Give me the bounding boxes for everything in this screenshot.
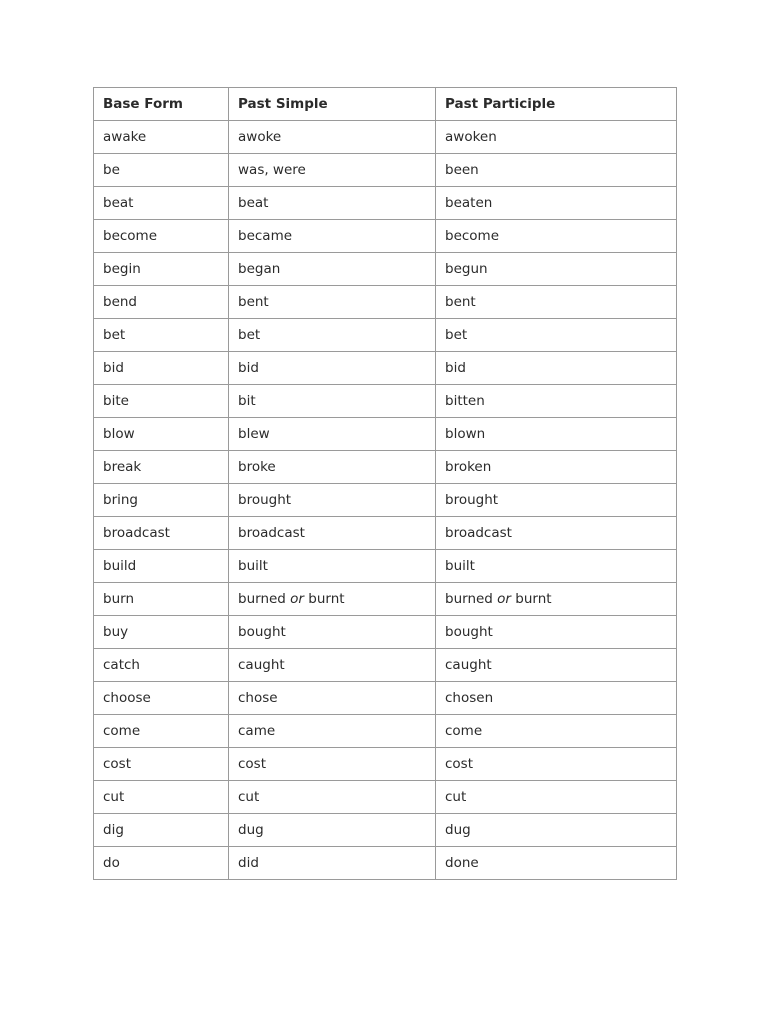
header-past-participle: Past Participle [436,88,677,121]
cell-past-participle: broadcast [436,517,677,550]
cell-base-form: catch [94,649,229,682]
table-body [94,121,677,880]
cell-past-participle: blown [436,418,677,451]
cell-base-form: do [94,847,229,880]
cell-base-form: bring [94,484,229,517]
cell-past-simple: bent [229,286,436,319]
cell-past-simple: awoke [229,121,436,154]
cell-base-form: cost [94,748,229,781]
cell-past-participle: caught [436,649,677,682]
cell-base-form: build [94,550,229,583]
cell-base-form: awake [94,121,229,154]
table-row [94,220,677,253]
table-row [94,187,677,220]
irregular-verbs-table [93,87,677,880]
cell-past-simple: chose [229,682,436,715]
table-row [94,814,677,847]
cell-base-form: beat [94,187,229,220]
cell-past-participle: chosen [436,682,677,715]
cell-base-form: dig [94,814,229,847]
cell-past-participle: begun [436,253,677,286]
cell-base-form: bet [94,319,229,352]
table-row [94,649,677,682]
cell-past-participle: burned or burnt [436,583,677,616]
table-header [94,88,677,121]
cell-past-participle: bought [436,616,677,649]
cell-past-simple: came [229,715,436,748]
table-row [94,154,677,187]
table-row [94,385,677,418]
cell-past-participle: awoken [436,121,677,154]
cell-past-simple: did [229,847,436,880]
or-connector: or [290,591,304,607]
cell-past-participle: bet [436,319,677,352]
table-row [94,517,677,550]
table-row [94,451,677,484]
cell-past-simple: broadcast [229,517,436,550]
cell-past-simple: became [229,220,436,253]
cell-base-form: be [94,154,229,187]
cell-past-simple: cost [229,748,436,781]
cell-base-form: cut [94,781,229,814]
table-row [94,253,677,286]
cell-past-simple: broke [229,451,436,484]
table-row [94,550,677,583]
table-row [94,352,677,385]
cell-past-simple: bit [229,385,436,418]
cell-base-form: broadcast [94,517,229,550]
table-row [94,484,677,517]
table-row [94,319,677,352]
table-row [94,418,677,451]
table-row [94,715,677,748]
cell-past-participle: bid [436,352,677,385]
cell-base-form: bid [94,352,229,385]
table-row [94,583,677,616]
cell-past-participle: become [436,220,677,253]
cell-base-form: bend [94,286,229,319]
cell-past-simple: bought [229,616,436,649]
cell-past-participle: broken [436,451,677,484]
cell-past-participle: bitten [436,385,677,418]
cell-base-form: begin [94,253,229,286]
cell-past-simple: beat [229,187,436,220]
cell-past-participle: done [436,847,677,880]
cell-past-simple: bet [229,319,436,352]
cell-past-simple: brought [229,484,436,517]
cell-past-participle: built [436,550,677,583]
header-row [94,88,677,121]
cell-past-participle: been [436,154,677,187]
or-connector: or [497,591,511,607]
cell-base-form: buy [94,616,229,649]
cell-past-simple: burned or burnt [229,583,436,616]
header-base-form: Base Form [94,88,229,121]
cell-past-participle: come [436,715,677,748]
cell-base-form: come [94,715,229,748]
cell-past-participle: bent [436,286,677,319]
cell-base-form: blow [94,418,229,451]
cell-past-simple: caught [229,649,436,682]
table-row [94,682,677,715]
table-row [94,847,677,880]
cell-past-participle: cost [436,748,677,781]
cell-past-simple: began [229,253,436,286]
cell-past-simple: was, were [229,154,436,187]
table-row [94,616,677,649]
header-past-simple: Past Simple [229,88,436,121]
cell-base-form: bite [94,385,229,418]
table-row [94,286,677,319]
cell-past-simple: bid [229,352,436,385]
table-row [94,121,677,154]
cell-past-participle: beaten [436,187,677,220]
cell-past-simple: built [229,550,436,583]
cell-past-participle: brought [436,484,677,517]
cell-base-form: break [94,451,229,484]
cell-past-participle: dug [436,814,677,847]
table-row [94,748,677,781]
table-row [94,781,677,814]
cell-past-participle: cut [436,781,677,814]
cell-base-form: choose [94,682,229,715]
cell-base-form: become [94,220,229,253]
cell-past-simple: blew [229,418,436,451]
cell-past-simple: cut [229,781,436,814]
cell-base-form: burn [94,583,229,616]
cell-past-simple: dug [229,814,436,847]
